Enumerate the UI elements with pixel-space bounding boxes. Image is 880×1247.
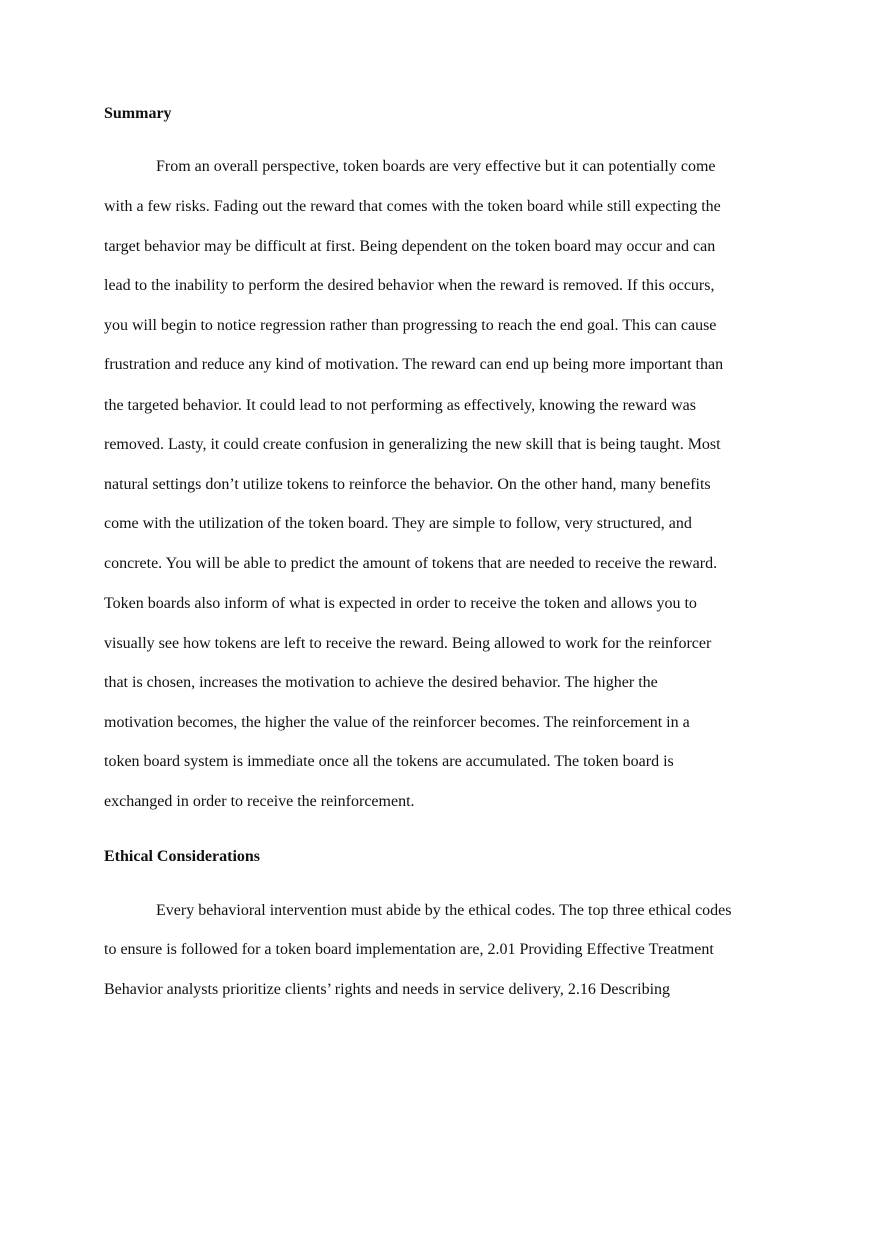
paragraph-line: exchanged in order to receive the reinforcement. (104, 793, 415, 810)
paragraph-line: Token boards also inform of what is expected in order to receive the token and allows you to (104, 595, 697, 612)
paragraph-line: with a few risks. Fading out the reward that comes with the token board while still expecting the (104, 198, 721, 215)
paragraph-line: Behavior analysts prioritize clients’ rights and needs in service delivery, 2.16 Describing (104, 981, 671, 998)
paragraph-line: target behavior may be difficult at first. Being dependent on the token board may occur and can (104, 238, 716, 255)
paragraph-line: lead to the inability to perform the desired behavior when the reward is removed. If this occurs, (104, 277, 715, 294)
paragraph-line: to ensure is followed for a token board implementation are, 2.01 Providing Effective Treatment (104, 941, 714, 958)
paragraph-line: come with the utilization of the token board. They are simple to follow, very structured, and (104, 515, 692, 532)
paragraph-line: that is chosen, increases the motivation to achieve the desired behavior. The higher the (104, 674, 658, 691)
paragraph-line: token board system is immediate once all the tokens are accumulated. The token board is (104, 753, 674, 770)
paragraph-line: From an overall perspective, token boards are very effective but it can potentially come (156, 158, 716, 175)
paragraph-line: visually see how tokens are left to receive the reward. Being allowed to work for the reinforcer (104, 635, 712, 652)
paragraph-line: the targeted behavior. It could lead to not performing as effectively, knowing the reward was (104, 397, 696, 414)
paragraph-line: concrete. You will be able to predict the amount of tokens that are needed to receive the reward. (104, 555, 718, 572)
paragraph-line: natural settings don’t utilize tokens to reinforce the behavior. On the other hand, many benefits (104, 476, 711, 493)
paragraph-line: Every behavioral intervention must abide by the ethical codes. The top three ethical codes (156, 902, 732, 919)
paragraph-line: removed. Lasty, it could create confusion in generalizing the new skill that is being taught. Most (104, 436, 721, 453)
section-heading-ethical-considerations: Ethical Considerations (104, 848, 261, 865)
paragraph-line: you will begin to notice regression rather than progressing to reach the end goal. This can cause (104, 317, 717, 334)
section-heading-summary: Summary (104, 105, 172, 122)
paragraph-line: motivation becomes, the higher the value of the reinforcer becomes. The reinforcement in a (104, 714, 690, 731)
paragraph-line: frustration and reduce any kind of motivation. The reward can end up being more important than (104, 356, 724, 373)
